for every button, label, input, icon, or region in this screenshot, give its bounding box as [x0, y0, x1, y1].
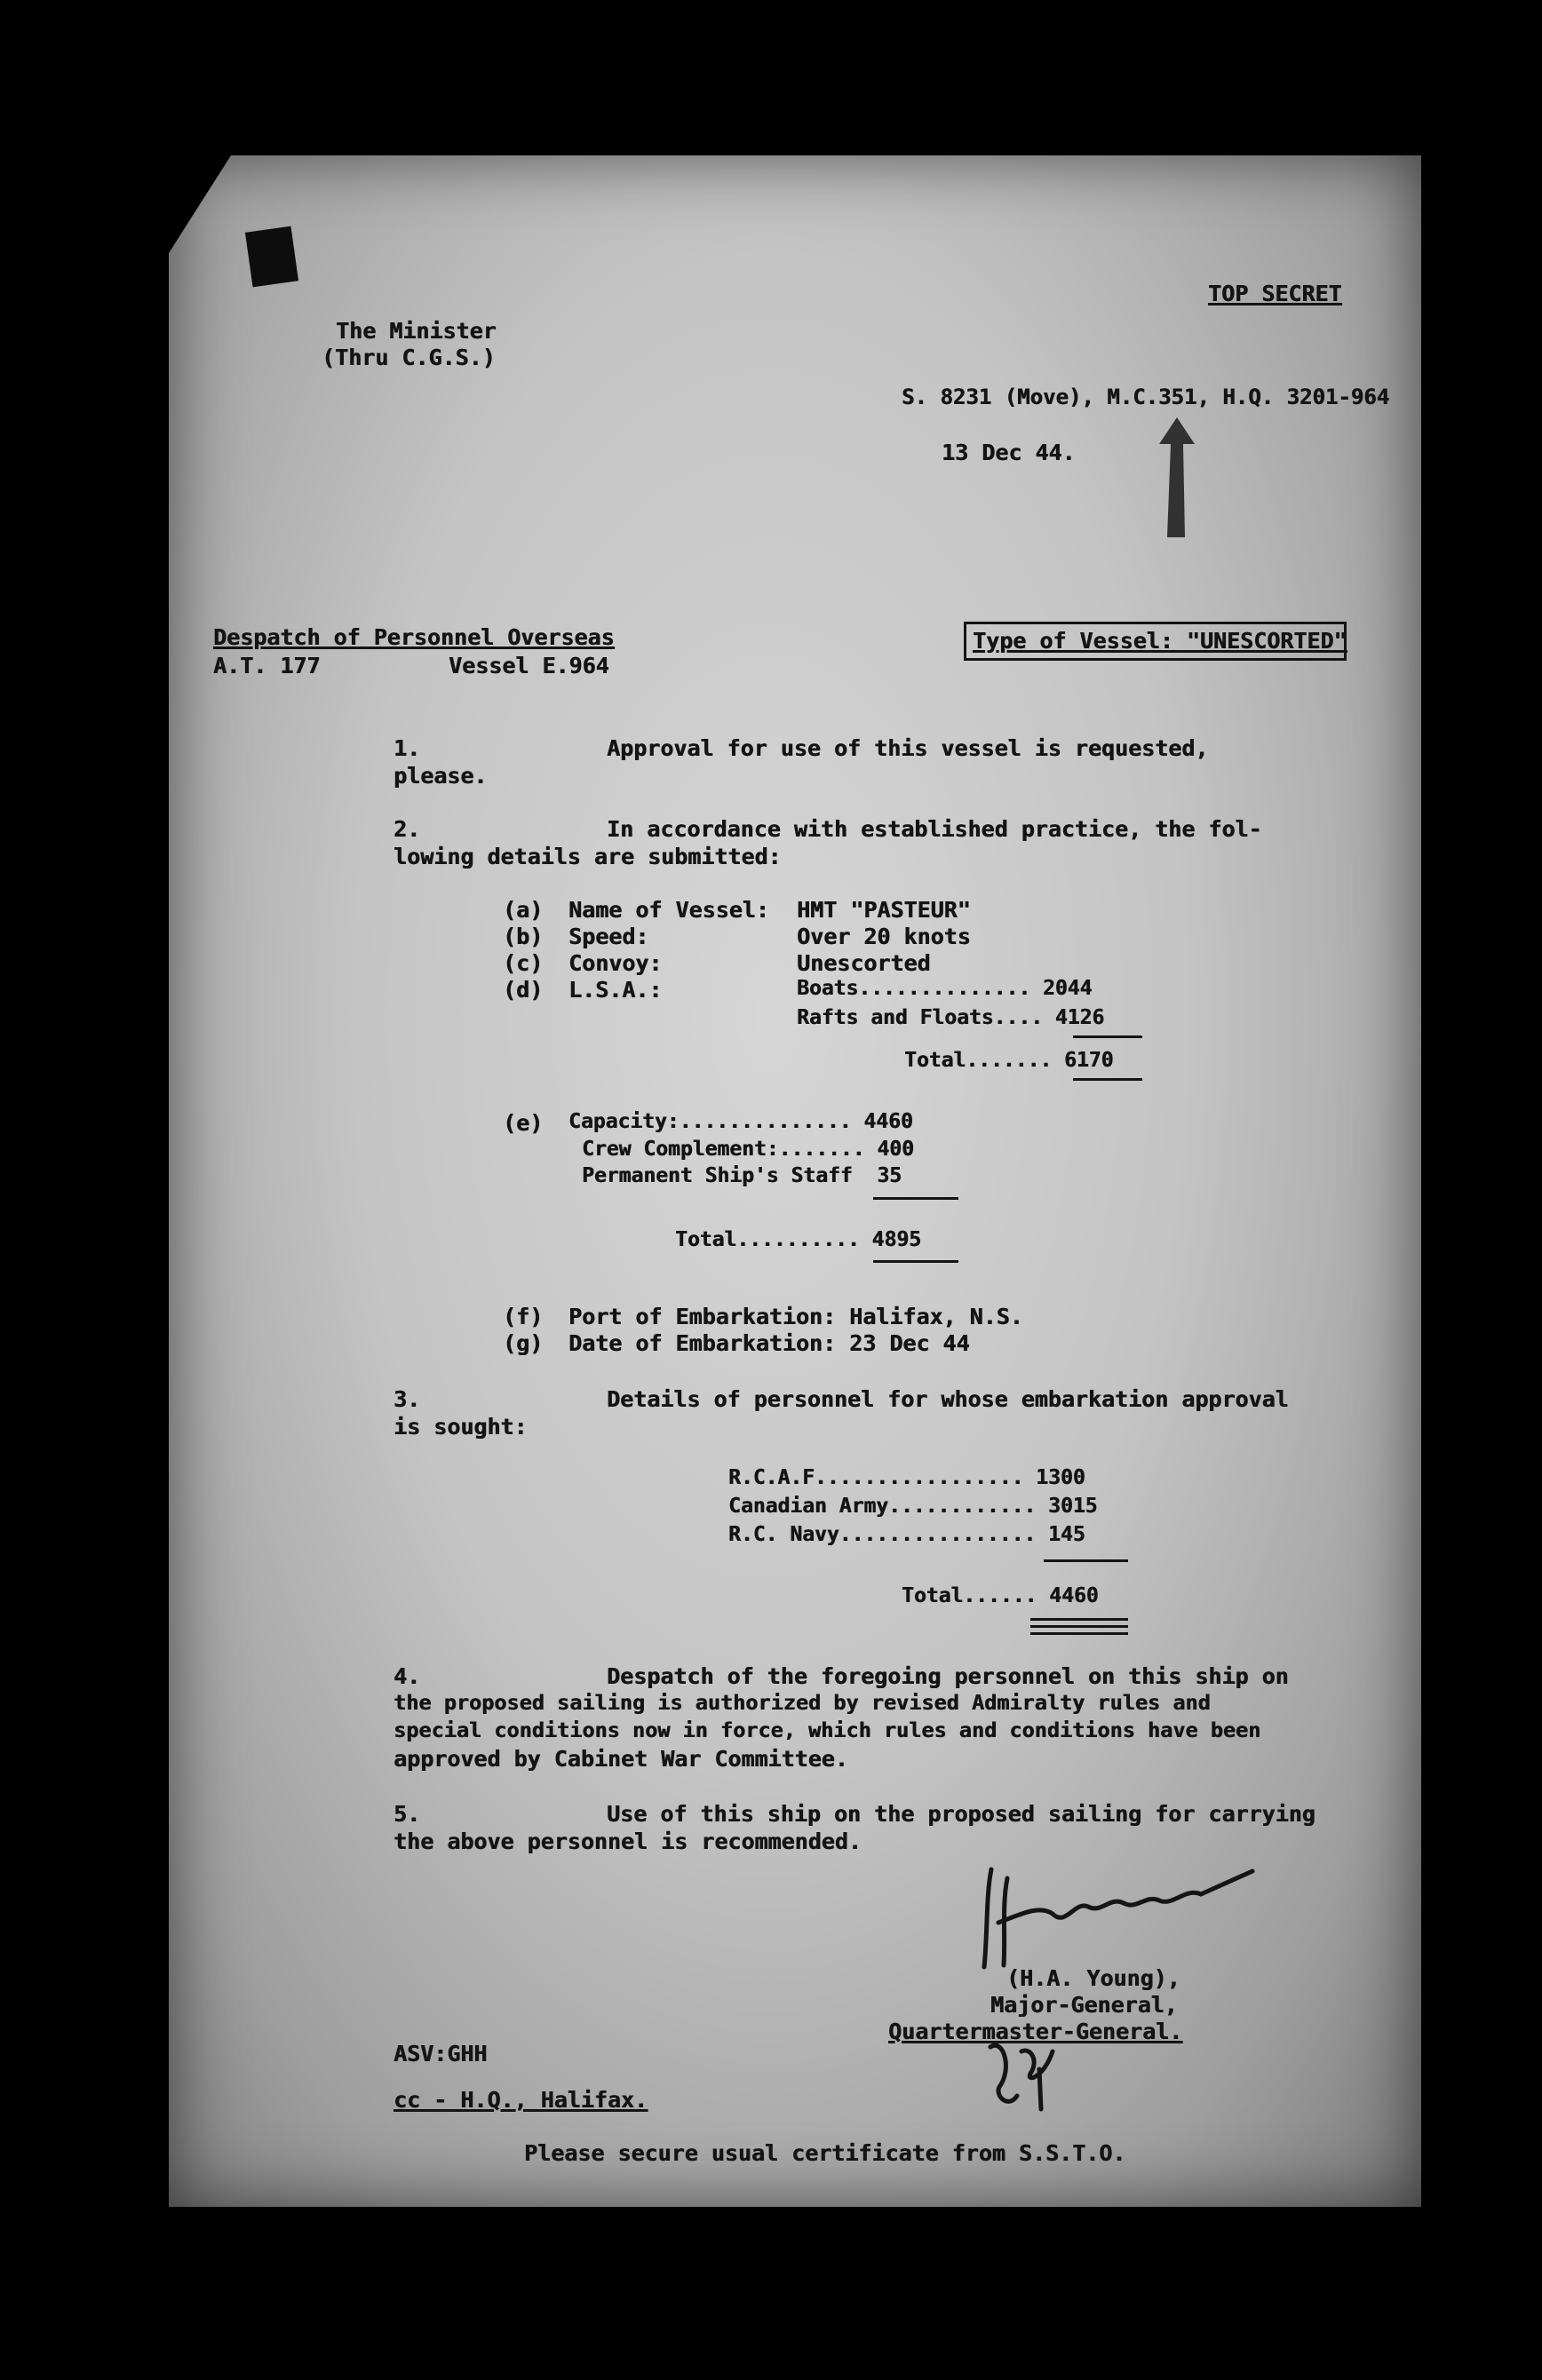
reference-initials: ASV:GHH: [393, 2041, 488, 2067]
signatory-title: Quartermaster-General.: [888, 2019, 1183, 2044]
personnel-total-rule-1: [1030, 1618, 1128, 1621]
item-b-key: Speed:: [568, 924, 649, 949]
signatory-name: (H.A. Young),: [1006, 1965, 1180, 1991]
personnel-total: Total...... 4460: [902, 1584, 1099, 1607]
para5-number: 5.: [393, 1801, 421, 1827]
lsa-boats: Boats.............. 2044: [797, 977, 1093, 1000]
capacity-line: Capacity:.............. 4460: [568, 1110, 913, 1133]
vessel-type: Type of Vessel: "UNESCORTED": [973, 628, 1347, 654]
item-a-key: Name of Vessel:: [568, 897, 769, 923]
crew-complement-line: Crew Complement:....... 400: [582, 1138, 914, 1161]
signatory-rank: Major-General,: [990, 1992, 1178, 2018]
item-f-label: (f): [503, 1304, 544, 1329]
capacity-sum-rule: [873, 1197, 958, 1200]
letter-date: 13 Dec 44.: [942, 440, 1076, 465]
classification-mark: TOP SECRET: [1208, 281, 1342, 306]
para5-line1: Use of this ship on the proposed sailing for carrying: [607, 1801, 1315, 1827]
item-g-label: (g): [503, 1330, 544, 1356]
para5-line2: the above personnel is recommended.: [393, 1829, 862, 1854]
item-c-value: Unescorted: [797, 950, 931, 976]
lsa-total-rule: [1073, 1078, 1142, 1081]
vessel-reference: Vessel E.964: [449, 653, 609, 678]
carbon-copy: cc - H.Q., Halifax.: [393, 2087, 648, 2113]
personnel-total-rule-2: [1030, 1625, 1128, 1628]
date-of-embarkation: Date of Embarkation: 23 Dec 44: [568, 1330, 970, 1356]
item-c-label: (c): [503, 950, 544, 976]
para3-line1: Details of personnel for whose embarkation approval: [607, 1386, 1289, 1412]
lsa-total: Total....... 6170: [904, 1049, 1114, 1072]
item-d-label: (d): [503, 977, 544, 1003]
addressee-line1: The Minister: [336, 318, 497, 344]
ship-staff-line: Permanent Ship's Staff 35: [582, 1164, 902, 1187]
folded-corner: [169, 155, 231, 253]
rcaf-count: R.C.A.F................. 1300: [728, 1466, 1085, 1489]
para2-line1: In accordance with established practice, the fol-: [607, 816, 1262, 842]
lsa-rafts: Rafts and Floats.... 4126: [797, 1006, 1105, 1029]
para2-number: 2.: [393, 816, 421, 842]
army-count: Canadian Army............ 3015: [728, 1495, 1098, 1518]
para1-line2: please.: [393, 763, 488, 789]
item-b-value: Over 20 knots: [797, 924, 971, 949]
capacity-total: Total.......... 4895: [675, 1228, 921, 1251]
personnel-sum-rule: [1044, 1559, 1128, 1562]
personnel-total-rule-3: [1030, 1632, 1128, 1635]
arrow-mark-icon: [1155, 417, 1199, 537]
footer-note: Please secure usual certificate from S.S.T.O.: [524, 2140, 1126, 2166]
port-of-embarkation: Port of Embarkation: Halifax, N.S.: [568, 1304, 1023, 1329]
para4-line4: approved by Cabinet War Committee.: [393, 1746, 848, 1772]
capacity-total-rule: [873, 1260, 958, 1263]
item-c-key: Convoy:: [568, 950, 663, 976]
subject-title: Despatch of Personnel Overseas: [213, 624, 615, 650]
para1-number: 1.: [393, 735, 421, 761]
item-a-label: (a): [503, 897, 544, 923]
lsa-sum-rule: [1073, 1035, 1142, 1038]
item-a-value: HMT "PASTEUR": [797, 897, 971, 923]
para4-line1: Despatch of the foregoing personnel on this ship on: [607, 1663, 1289, 1689]
addressee-line2: (Thru C.G.S.): [322, 345, 496, 370]
para4-number: 4.: [393, 1663, 421, 1689]
item-e-label: (e): [503, 1110, 544, 1136]
handwritten-initials: [977, 2034, 1066, 2114]
binder-tab: [245, 226, 298, 288]
item-b-label: (b): [503, 924, 544, 949]
para1-line1: Approval for use of this vessel is requested,: [607, 735, 1209, 761]
file-reference: S. 8231 (Move), M.C.351, H.Q. 3201-964: [902, 385, 1390, 409]
at-reference: A.T. 177: [213, 653, 321, 678]
para3-number: 3.: [393, 1386, 421, 1412]
para4-line3: special conditions now in force, which rules and conditions have been: [393, 1718, 1261, 1742]
para4-line2: the proposed sailing is authorized by revised Admiralty rules and: [393, 1690, 1211, 1715]
item-d-key: L.S.A.:: [568, 977, 663, 1003]
para2-line2: lowing details are submitted:: [393, 844, 782, 869]
para3-line2: is sought:: [393, 1414, 528, 1440]
navy-count: R.C. Navy................ 145: [728, 1523, 1085, 1546]
